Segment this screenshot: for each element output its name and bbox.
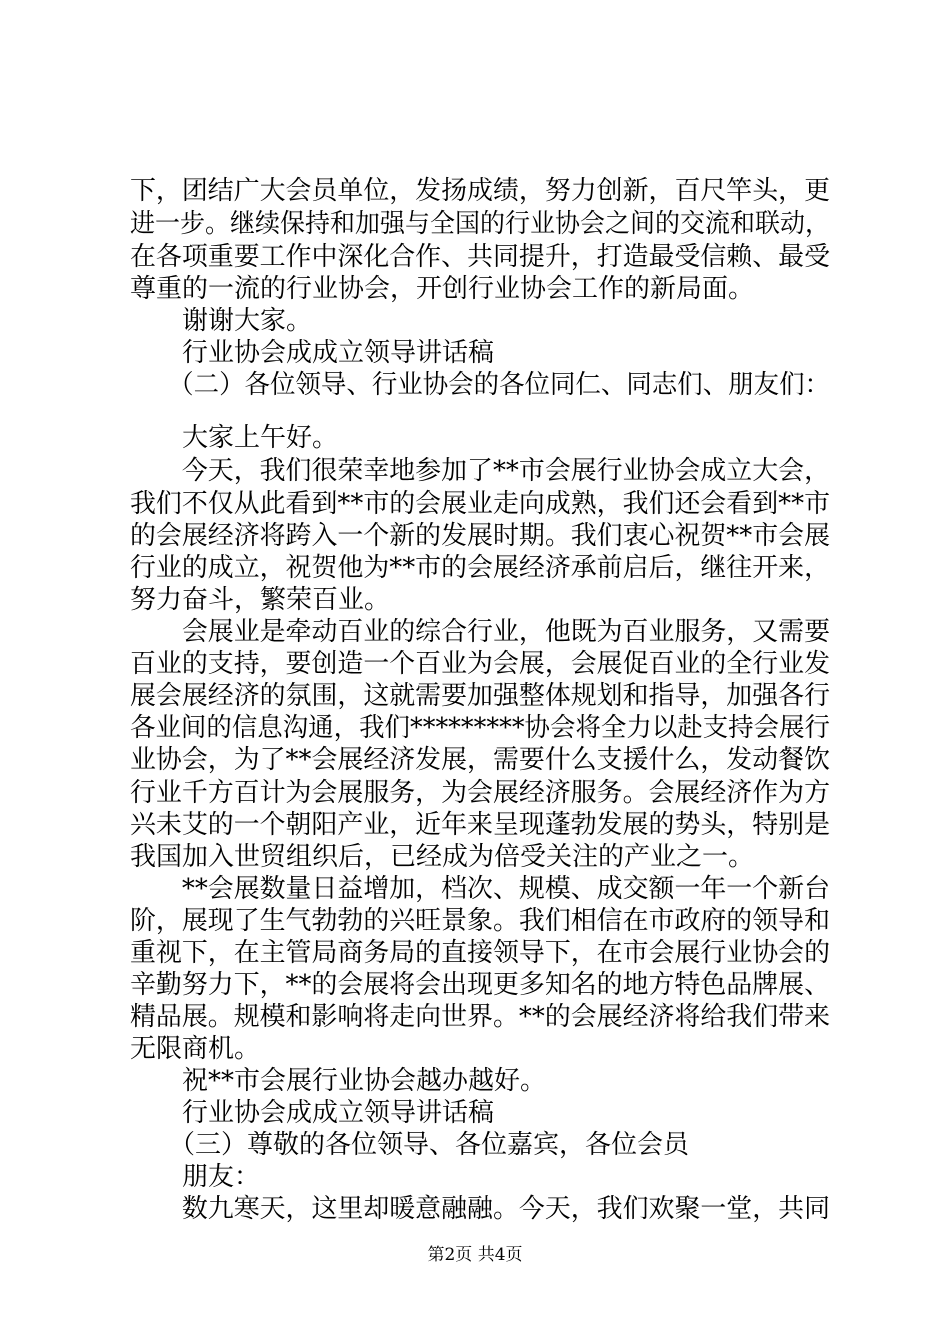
- body-text-line: 谢谢大家。: [130, 306, 313, 336]
- body-text-line: **会展数量日益增加，档次、规模、成交额一年一个新台: [130, 874, 831, 904]
- salutation-line: （二）各位领导、行业协会的各位同仁、同志们、朋友们：: [130, 370, 831, 400]
- salutation-line: （三）尊敬的各位领导、各位嘉宾，各位会员: [130, 1130, 690, 1160]
- body-text-line: 努力奋斗，繁荣百业。: [130, 585, 391, 615]
- body-text-line: 进一步。继续保持和加强与全国的行业协会之间的交流和联动，: [130, 209, 831, 239]
- body-text-line: 行业千方百计为会展服务，为会展经济服务。会展经济作为方: [130, 778, 831, 808]
- body-text-line: 尊重的一流的行业协会，开创行业协会工作的新局面。: [130, 274, 755, 304]
- body-text-line: 百业的支持，要创造一个百业为会展，会展促百业的全行业发: [130, 649, 831, 679]
- salutation-line: 朋友：: [130, 1162, 261, 1192]
- body-text-line: 行业的成立，祝贺他为**市的会展经济承前启后，继往开来，: [130, 553, 831, 583]
- body-text-line: 兴未艾的一个朝阳产业，近年来呈现蓬勃发展的势头，特别是: [130, 810, 831, 840]
- body-text-line: 各业间的信息沟通，我们*********协会将全力以赴支持会展行: [130, 713, 831, 743]
- body-text-line: 数九寒天，这里却暖意融融。今天，我们欢聚一堂，共同: [130, 1194, 831, 1224]
- body-text-line: 会展业是牵动百业的综合行业，他既为百业服务，又需要: [130, 617, 831, 647]
- body-text-line: 今天，我们很荣幸地参加了**市会展行业协会成立大会，: [130, 456, 831, 486]
- body-text-line: 展会展经济的氛围，这就需要加强整体规划和指导，加强各行: [130, 681, 831, 711]
- section-heading: 行业协会成成立领导讲话稿: [130, 1098, 495, 1128]
- body-text-line: 精品展。规模和影响将走向世界。**的会展经济将给我们带来: [130, 1002, 831, 1032]
- section-heading: 行业协会成成立领导讲话稿: [130, 338, 495, 368]
- body-text-line: 我们不仅从此看到**市的会展业走向成熟，我们还会看到**市: [130, 489, 831, 519]
- body-text-line: 业协会，为了**会展经济发展，需要什么支援什么，发动餐饮: [130, 745, 831, 775]
- body-text-line: 的会展经济将跨入一个新的发展时期。我们衷心祝贺**市会展: [130, 521, 831, 551]
- body-text-line: 无限商机。: [130, 1034, 261, 1064]
- body-text-line: 我国加入世贸组织后，已经成为倍受关注的产业之一。: [130, 842, 755, 872]
- page-number-footer: 第2页 共4页: [427, 1245, 523, 1265]
- body-text-line: 祝**市会展行业协会越办越好。: [130, 1066, 547, 1096]
- body-text-line: 在各项重要工作中深化合作、共同提升，打造最受信赖、最受: [130, 242, 831, 272]
- body-text-line: 重视下，在主管局商务局的直接领导下，在市会展行业协会的: [130, 938, 831, 968]
- body-text-line: 下，团结广大会员单位，发扬成绩，努力创新，百尺竿头，更: [130, 176, 831, 206]
- body-text-line: 大家上午好。: [130, 423, 339, 453]
- body-text-line: 阶，展现了生气勃勃的兴旺景象。我们相信在市政府的领导和: [130, 906, 831, 936]
- body-text-line: 辛勤努力下，**的会展将会出现更多知名的地方特色品牌展、: [130, 970, 831, 1000]
